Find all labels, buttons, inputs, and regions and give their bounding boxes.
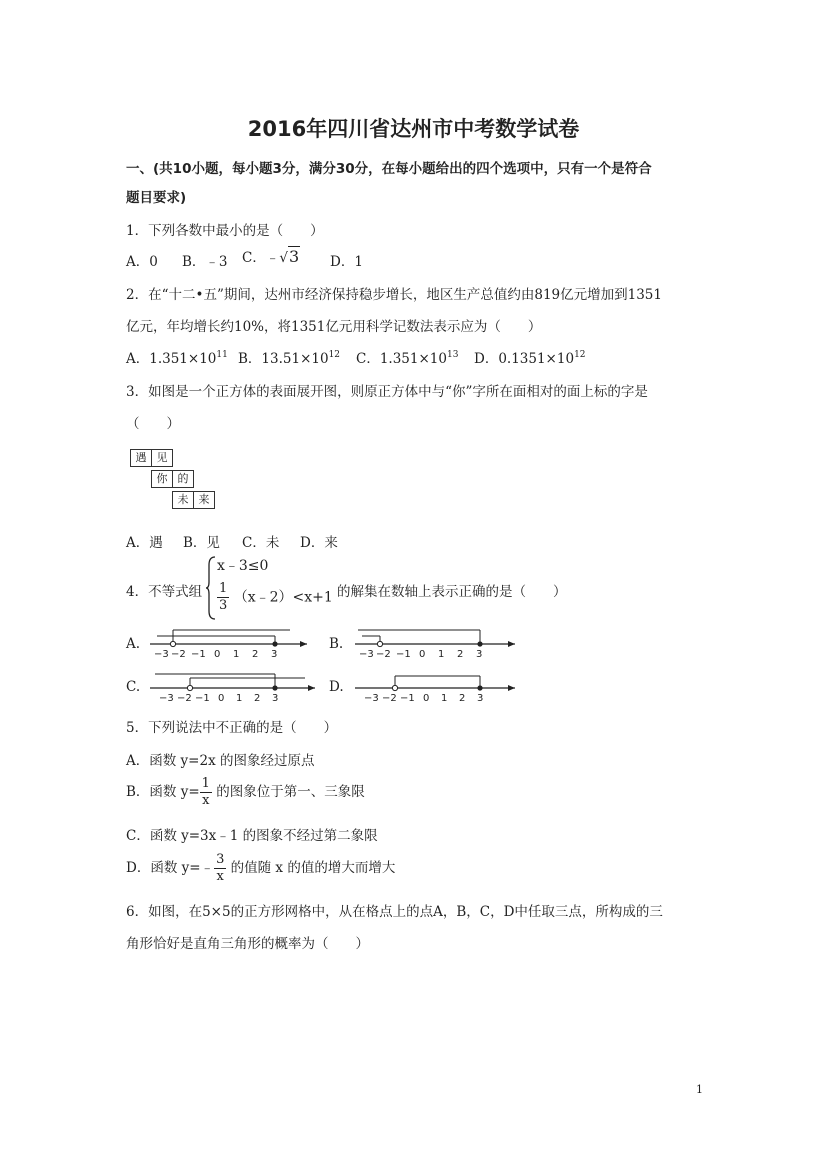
section-heading-line1: 一、(共10小题，每小题3分，满分30分，在每小题给出的四个选项中，只有一个是符合 xyxy=(126,161,652,177)
q3-option-a: A．遇 xyxy=(126,535,163,551)
q5-option-a: A．函数 y=2x 的图象经过原点 xyxy=(126,753,315,769)
tick-d-0: −3 xyxy=(364,693,379,704)
tick-c-0: −3 xyxy=(159,693,174,704)
tick-d-1: −2 xyxy=(382,693,397,704)
q5-option-c: C．函数 y=3x﹣1 的图象不经过第二象限 xyxy=(126,828,378,844)
tick-d-2: −1 xyxy=(400,693,415,704)
net-cell-jian: 见 xyxy=(151,449,173,467)
tick-b-5: 2 xyxy=(457,649,464,660)
inequality-1: x﹣3≤0 xyxy=(217,558,269,574)
q4-suffix: 的解集在数轴上表示正确的是（ ） xyxy=(337,584,567,600)
brace-icon xyxy=(205,555,217,621)
q5-option-b: B．函数 y= $\frac{1}{x}$ 的图象位于第一、三象限 xyxy=(126,776,365,808)
net-cell-ni: 你 xyxy=(151,470,173,488)
page-number: 1 xyxy=(696,1083,703,1096)
section-heading-line2: 题目要求) xyxy=(126,190,187,206)
q2-option-a: A．$1.351\times 10^{11}$ xyxy=(126,350,228,367)
q3-line2: （ ） xyxy=(126,416,180,432)
q4-label-c: C. xyxy=(126,679,141,695)
tick-b-6: 3 xyxy=(476,649,483,660)
tick-a-2: −1 xyxy=(191,649,206,660)
tick-c-3: 0 xyxy=(218,693,225,704)
tick-a-5: 2 xyxy=(252,649,259,660)
q3-line1: 3．如图是一个正方体的表面展开图，则原正方体中与“你”字所在面相对的面上标的字是 xyxy=(126,384,648,400)
tick-a-1: −2 xyxy=(171,649,186,660)
tick-a-4: 1 xyxy=(233,649,240,660)
q1-option-b: B．﹣3 xyxy=(182,254,228,270)
q4-label-b: B. xyxy=(329,636,344,652)
q3-option-b: B．见 xyxy=(183,535,220,551)
q1-option-c: C．﹣√3 xyxy=(242,247,300,266)
number-line-b xyxy=(350,622,520,662)
tick-c-6: 3 xyxy=(272,693,279,704)
q2-option-c: C．$1.351\times 10^{13}$ xyxy=(356,350,459,367)
q1-option-d: D．1 xyxy=(330,254,363,270)
tick-b-3: 0 xyxy=(419,649,426,660)
tick-a-0: −3 xyxy=(154,649,169,660)
q6-line2: 角形恰好是直角三角形的概率为（ ） xyxy=(126,936,369,952)
tick-b-1: −2 xyxy=(376,649,391,660)
q5-option-d: D．函数 y=﹣ $\frac{3}{x}$ 的值随 x 的值的增大而增大 xyxy=(126,852,396,884)
q2-option-b: B．$13.51\times 10^{12}$ xyxy=(238,350,341,367)
inequality-system xyxy=(205,555,337,623)
tick-c-4: 1 xyxy=(236,693,243,704)
q2-line2: 亿元，年均增长约10%，将1351亿元用科学记数法表示应为（ ） xyxy=(126,319,542,335)
number-line-c xyxy=(145,666,320,706)
tick-c-5: 2 xyxy=(254,693,261,704)
tick-b-2: −1 xyxy=(396,649,411,660)
q2-line1: 2．在“十二•五”期间，达州市经济保持稳步增长，地区生产总值约由819亿元增加到1351 xyxy=(126,287,662,303)
net-cell-lai: 来 xyxy=(193,491,215,509)
tick-d-4: 1 xyxy=(441,693,448,704)
tick-c-2: −1 xyxy=(195,693,210,704)
q4-prefix: 4．不等式组 xyxy=(126,584,203,600)
tick-c-1: −2 xyxy=(177,693,192,704)
q4-label-d: D. xyxy=(329,679,344,695)
number-line-d xyxy=(350,666,520,706)
q6-line1: 6．如图，在5×5的正方形网格中，从在格点上的点A，B，C，D中任取三点，所构成的三 xyxy=(126,904,663,920)
tick-a-3: 0 xyxy=(214,649,221,660)
q1-stem: 1．下列各数中最小的是（ ） xyxy=(126,223,324,239)
tick-a-6: 3 xyxy=(271,649,278,660)
net-cell-de: 的 xyxy=(172,470,194,488)
tick-d-3: 0 xyxy=(423,693,430,704)
tick-b-4: 1 xyxy=(438,649,445,660)
net-cell-yu: 遇 xyxy=(130,449,152,467)
q2-option-d: D．$0.1351\times 10^{12}$ xyxy=(474,350,586,367)
tick-b-0: −3 xyxy=(359,649,374,660)
tick-d-6: 3 xyxy=(477,693,484,704)
q5-stem: 5．下列说法中不正确的是（ ） xyxy=(126,720,338,736)
page-title: 2016年四川省达州市中考数学试卷 xyxy=(247,117,580,141)
inequality-2: $\frac{1}{3}$ （x﹣2）<x+1 xyxy=(219,581,333,613)
q1-option-a: A．0 xyxy=(126,254,158,270)
q3-option-c: C．未 xyxy=(242,535,280,551)
cube-net-figure xyxy=(130,449,225,513)
tick-d-5: 2 xyxy=(459,693,466,704)
number-line-a xyxy=(145,622,315,662)
q3-option-d: D．来 xyxy=(300,535,338,551)
net-cell-wei: 未 xyxy=(172,491,194,509)
q4-label-a: A. xyxy=(126,636,141,652)
